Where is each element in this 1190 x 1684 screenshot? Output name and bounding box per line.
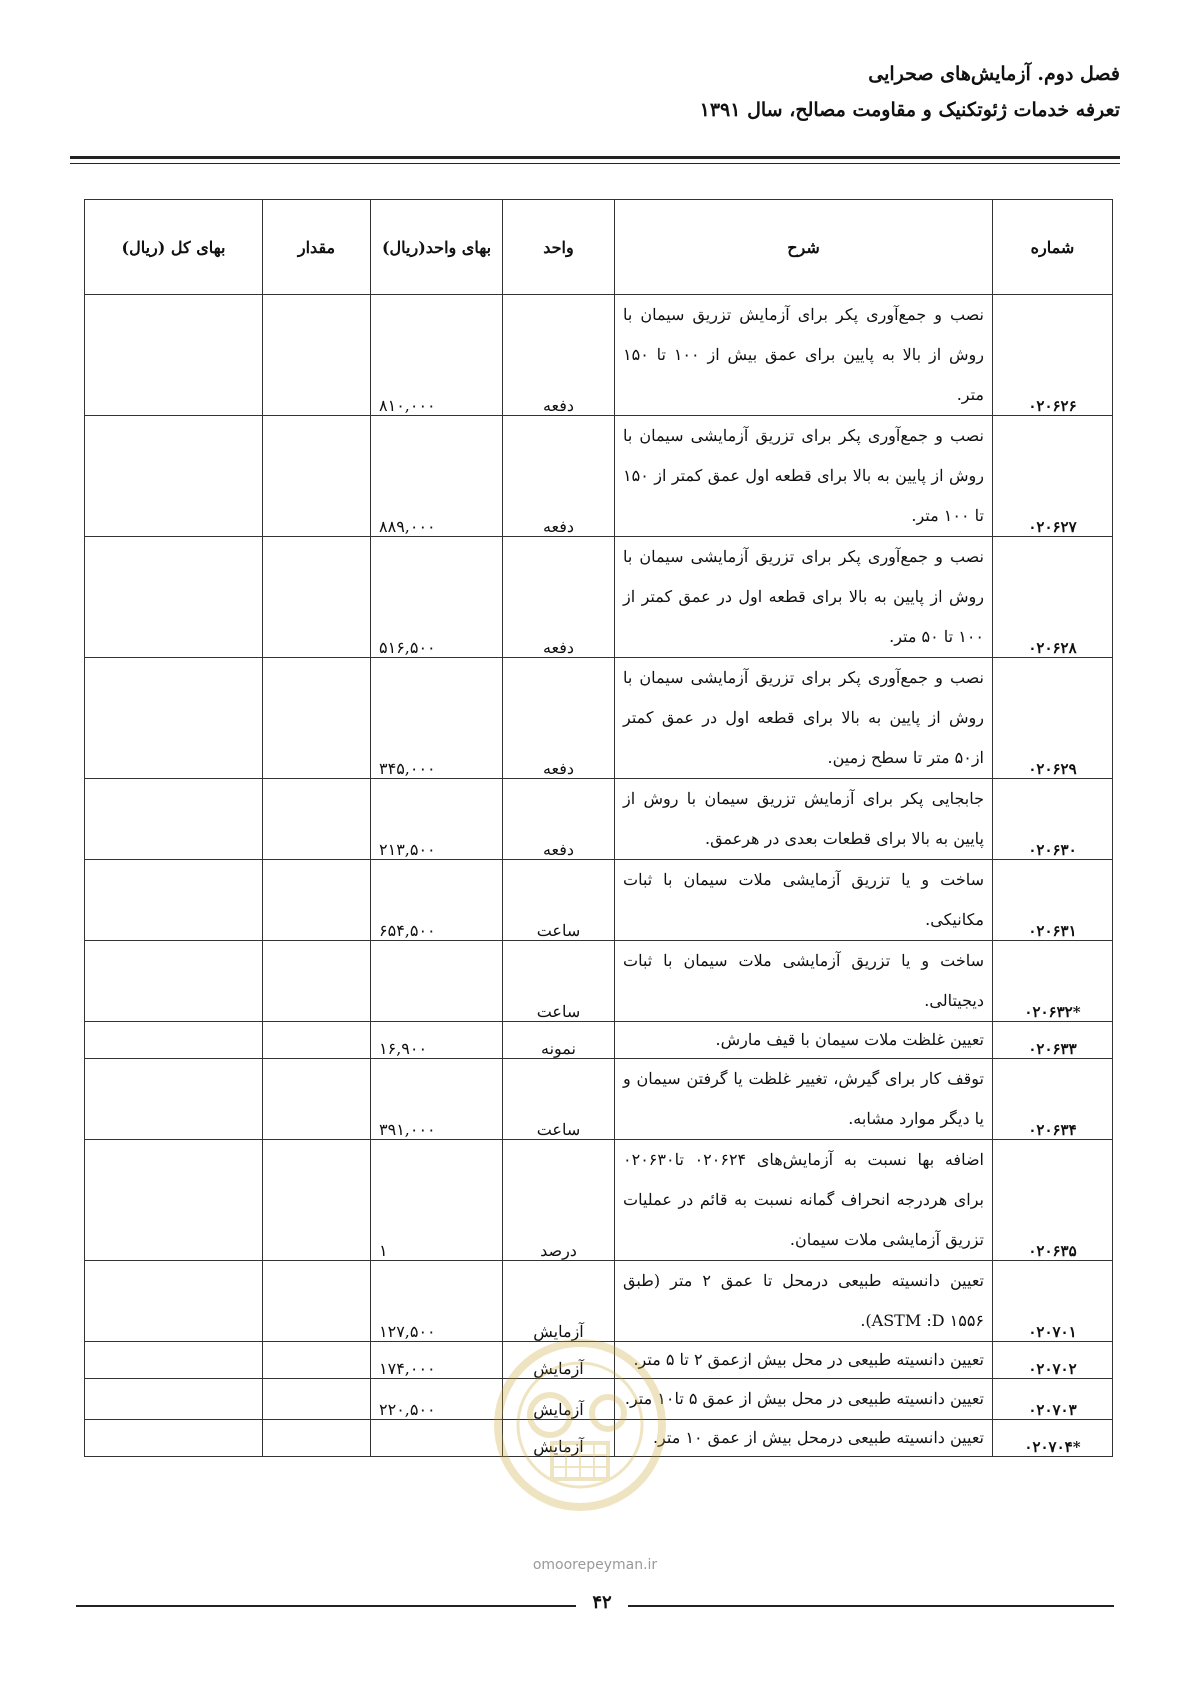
row-quantity xyxy=(263,779,371,860)
row-code: ۰۲۰۶۲۷ xyxy=(993,416,1113,537)
header-quantity: مقدار xyxy=(263,200,371,295)
table-row xyxy=(85,1261,1113,1342)
page-number: ۴۲ xyxy=(592,1592,612,1613)
row-total xyxy=(85,1261,263,1342)
row-description: تعیین دانسیته طبیعی درمحل تا عمق ۲ متر (طبق ۱۵۵۶ ASTM :D). xyxy=(615,1261,993,1342)
row-quantity xyxy=(263,1059,371,1140)
row-quantity xyxy=(263,941,371,1022)
row-description: تعیین غلظت ملات سیمان با قیف مارش. xyxy=(615,1022,993,1059)
row-quantity xyxy=(263,860,371,941)
row-total xyxy=(85,1342,263,1379)
row-code: ۰۲۰۷۰۲ xyxy=(993,1342,1113,1379)
row-total xyxy=(85,1022,263,1059)
table-header-row xyxy=(85,200,1113,295)
row-quantity xyxy=(263,1022,371,1059)
row-code: *۰۲۰۷۰۴ xyxy=(993,1420,1113,1457)
table-row xyxy=(85,1059,1113,1140)
price-table xyxy=(84,199,1113,1457)
row-code: ۰۲۰۷۰۳ xyxy=(993,1379,1113,1420)
row-unit: دفعه xyxy=(503,779,615,860)
row-description: تعیین دانسیته طبیعی در محل بیش ازعمق ۲ تا ۵ متر. xyxy=(615,1342,993,1379)
row-total xyxy=(85,1140,263,1261)
row-unit-price xyxy=(371,941,503,1022)
row-unit: دفعه xyxy=(503,658,615,779)
document-title: تعرفه خدمات ژئوتکنیک و مقاومت مصالح، سال ۱۳۹۱ xyxy=(699,99,1120,121)
row-code: ۰۲۰۶۲۶ xyxy=(993,295,1113,416)
footer-rule-right xyxy=(628,1605,1114,1607)
row-unit-price: ۱۲۷,۵۰۰ xyxy=(371,1261,503,1342)
row-unit-price xyxy=(371,1420,503,1457)
table-row xyxy=(85,1022,1113,1059)
table-row xyxy=(85,1379,1113,1420)
table-row xyxy=(85,416,1113,537)
row-quantity xyxy=(263,416,371,537)
table-row xyxy=(85,860,1113,941)
row-unit-price: ۸۸۹,۰۰۰ xyxy=(371,416,503,537)
row-total xyxy=(85,416,263,537)
header-code: شماره xyxy=(993,200,1113,295)
row-total xyxy=(85,537,263,658)
table-row xyxy=(85,295,1113,416)
table-row xyxy=(85,537,1113,658)
row-unit: آزمایش xyxy=(503,1261,615,1342)
row-total xyxy=(85,1420,263,1457)
header-description: شرح xyxy=(615,200,993,295)
page-header xyxy=(70,58,1120,130)
row-unit-price: ۱ xyxy=(371,1140,503,1261)
row-description: تعیین دانسیته طبیعی در محل بیش از عمق ۵ تا۱۰ متر. xyxy=(615,1379,993,1420)
row-unit-price: ۶۵۴,۵۰۰ xyxy=(371,860,503,941)
row-description: توقف کار برای گیرش، تغییر غلظت یا گرفتن سیمان و یا دیگر موارد مشابه. xyxy=(615,1059,993,1140)
row-code: ۰۲۰۶۳۳ xyxy=(993,1022,1113,1059)
row-total xyxy=(85,295,263,416)
row-description: جابجایی پکر برای آزمایش تزریق سیمان با روش از پایین به بالا برای قطعات بعدی در هرعمق. xyxy=(615,779,993,860)
row-unit: ساعت xyxy=(503,941,615,1022)
row-unit: آزمایش xyxy=(503,1342,615,1379)
row-quantity xyxy=(263,1379,371,1420)
table-row xyxy=(85,658,1113,779)
row-description: نصب و جمع‌آوری پکر برای تزریق آزمایشی سیمان با روش از پایین به بالا برای قطعه اول در عمق کمتر از۵۰ متر تا سطح زمین. xyxy=(615,658,993,779)
row-unit: ساعت xyxy=(503,860,615,941)
table-row xyxy=(85,1420,1113,1457)
row-unit-price: ۱۷۴,۰۰۰ xyxy=(371,1342,503,1379)
row-code: ۰۲۰۶۳۴ xyxy=(993,1059,1113,1140)
row-total xyxy=(85,1059,263,1140)
row-description: نصب و جمع‌آوری پکر برای آزمایش تزریق سیمان با روش از بالا به پایین برای عمق بیش از ۱۰۰ تا ۱۵۰ متر. xyxy=(615,295,993,416)
row-code: ۰۲۰۶۲۸ xyxy=(993,537,1113,658)
row-description: نصب و جمع‌آوری پکر برای تزریق آزمایشی سیمان با روش از پایین به بالا برای قطعه اول عمق کمتر از ۱۵۰ تا ۱۰۰ متر. xyxy=(615,416,993,537)
chapter-title: فصل دوم. آزمایش‌های صحرایی xyxy=(868,63,1120,85)
table-row xyxy=(85,941,1113,1022)
table-row xyxy=(85,779,1113,860)
watermark-site: omoorepeyman.ir xyxy=(532,1557,658,1573)
row-code: ۰۲۰۶۲۹ xyxy=(993,658,1113,779)
row-unit: دفعه xyxy=(503,537,615,658)
row-description: نصب و جمع‌آوری پکر برای تزریق آزمایشی سیمان با روش از پایین به بالا برای قطعه اول در عمق کمتر از ۱۰۰ تا ۵۰ متر. xyxy=(615,537,993,658)
row-unit: آزمایش xyxy=(503,1379,615,1420)
row-total xyxy=(85,860,263,941)
row-unit-price: ۲۱۳,۵۰۰ xyxy=(371,779,503,860)
row-total xyxy=(85,779,263,860)
row-description: تعیین دانسیته طبیعی درمحل بیش از عمق ۱۰ متر. xyxy=(615,1420,993,1457)
row-code: ۰۲۰۶۳۱ xyxy=(993,860,1113,941)
row-unit-price: ۵۱۶,۵۰۰ xyxy=(371,537,503,658)
row-quantity xyxy=(263,658,371,779)
row-unit: درصد xyxy=(503,1140,615,1261)
row-quantity xyxy=(263,1420,371,1457)
table-row xyxy=(85,1342,1113,1379)
row-total xyxy=(85,1379,263,1420)
row-unit-price: ۱۶,۹۰۰ xyxy=(371,1022,503,1059)
row-code: ۰۲۰۶۳۵ xyxy=(993,1140,1113,1261)
row-quantity xyxy=(263,1342,371,1379)
row-unit-price: ۲۲۰,۵۰۰ xyxy=(371,1379,503,1420)
row-code: ۰۲۰۶۳۰ xyxy=(993,779,1113,860)
row-description: اضافه بها نسبت به آزمایش‌های ۰۲۰۶۲۴ تا۰۲۰۶۳۰ برای هردرجه انحراف گمانه نسبت به قائم در عملیات تزریق آزمایشی ملات سیمان. xyxy=(615,1140,993,1261)
row-unit: دفعه xyxy=(503,295,615,416)
row-unit: دفعه xyxy=(503,416,615,537)
row-quantity xyxy=(263,295,371,416)
header-unit-price: بهای واحد(ریال) xyxy=(371,200,503,295)
footer-rule-left xyxy=(76,1605,576,1607)
header-rule-thick xyxy=(70,156,1120,159)
row-quantity xyxy=(263,1140,371,1261)
row-unit: ساعت xyxy=(503,1059,615,1140)
row-code: ۰۲۰۷۰۱ xyxy=(993,1261,1113,1342)
header-unit: واحد xyxy=(503,200,615,295)
row-quantity xyxy=(263,537,371,658)
row-description: ساخت و یا تزریق آزمایشی ملات سیمان با ثبات دیجیتالی. xyxy=(615,941,993,1022)
table-row xyxy=(85,1140,1113,1261)
header-rule-thin xyxy=(70,163,1120,164)
row-code: *۰۲۰۶۳۲ xyxy=(993,941,1113,1022)
row-unit: نمونه xyxy=(503,1022,615,1059)
row-unit: آزمایش xyxy=(503,1420,615,1457)
header-total-price: بهای کل (ریال) xyxy=(85,200,263,295)
row-unit-price: ۸۱۰,۰۰۰ xyxy=(371,295,503,416)
row-unit-price: ۳۹۱,۰۰۰ xyxy=(371,1059,503,1140)
row-description: ساخت و یا تزریق آزمایشی ملات سیمان با ثبات مکانیکی. xyxy=(615,860,993,941)
row-total xyxy=(85,658,263,779)
row-quantity xyxy=(263,1261,371,1342)
row-unit-price: ۳۴۵,۰۰۰ xyxy=(371,658,503,779)
row-total xyxy=(85,941,263,1022)
